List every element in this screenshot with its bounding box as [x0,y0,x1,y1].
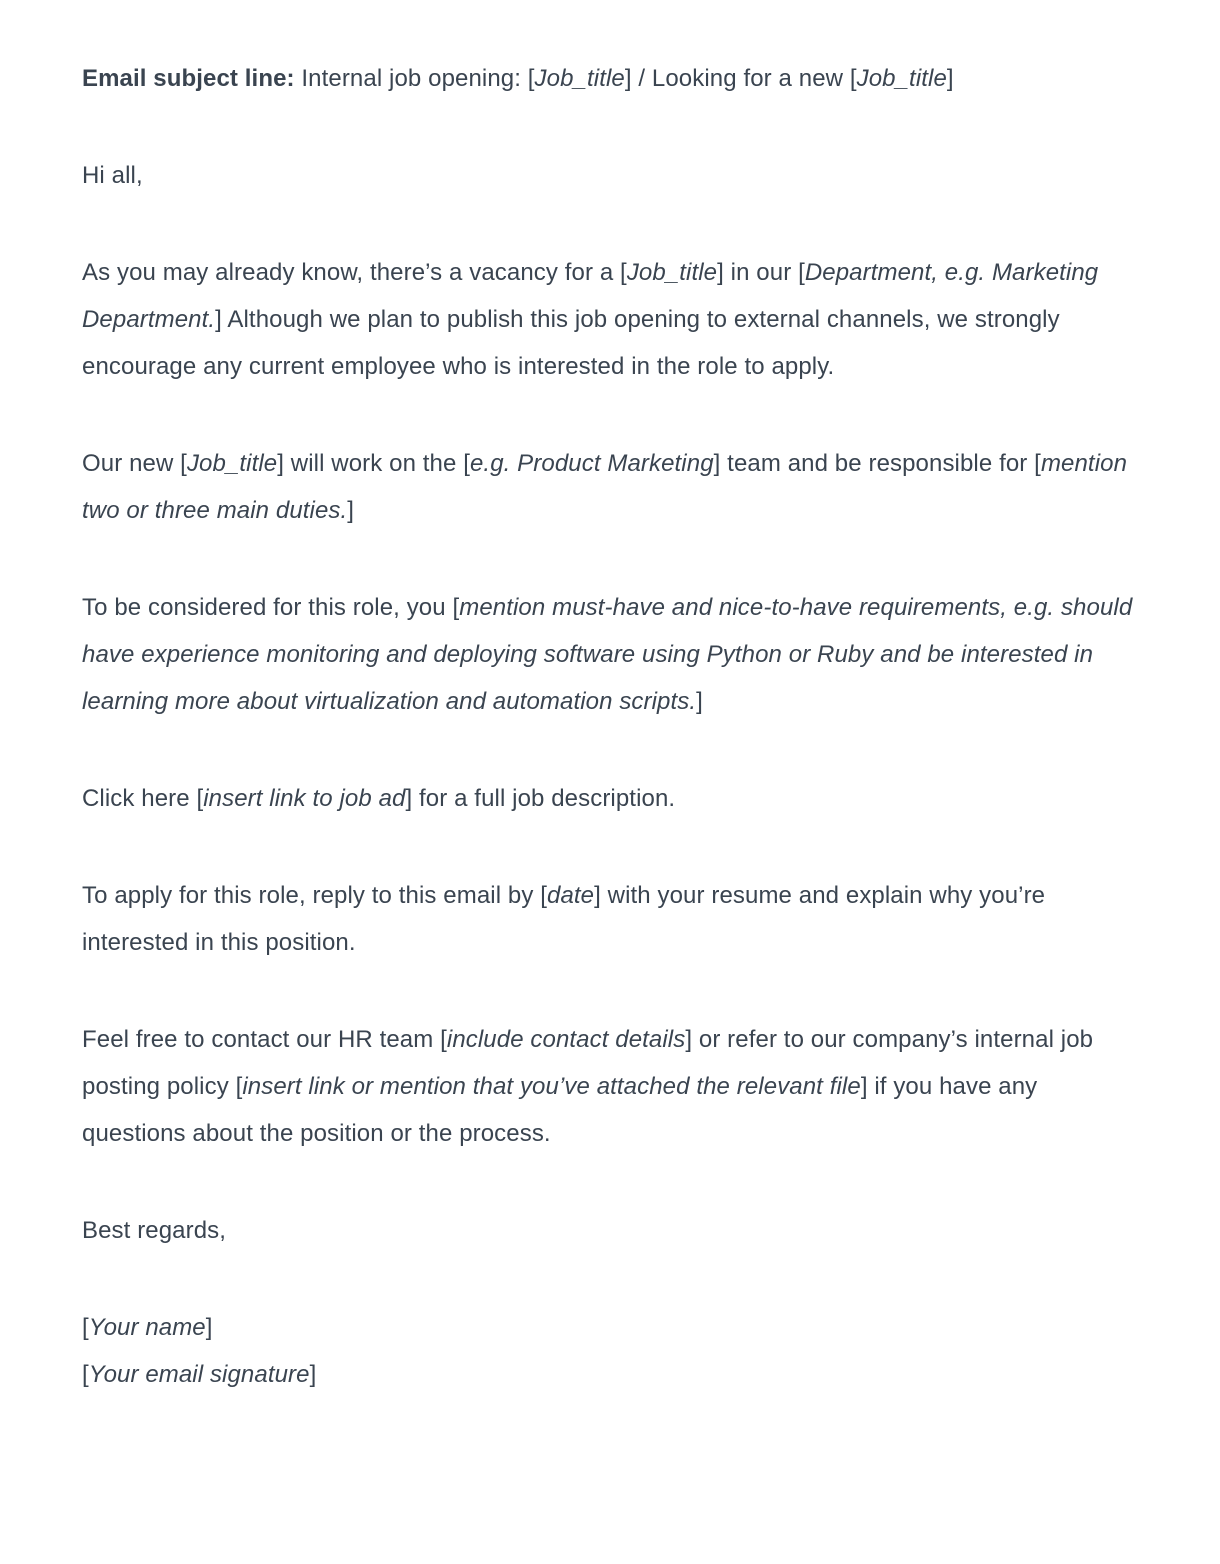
text-run: ] or refer to our company’s internal job posting policy [ [82,1026,1094,1100]
text-run: To be considered for this role, you [ [82,594,460,621]
text-run: Department, e.g. Marketing Department. [82,259,1099,333]
text-run: ] in our [ [717,259,805,286]
text-run: ] [946,65,954,92]
text-run: Click here [ [82,785,204,812]
text-run: ] Although we plan to publish this job opening to external channels, we strongly encourage any current employee who is interested in the role to apply. [82,306,1060,380]
text-run: ] will work on the [ [277,450,470,477]
text-run: Job_title [534,65,625,92]
text-run: ] with your resume and explain why you’re interested in this position. [82,882,1046,956]
text-run: ] if you have any questions about the position or the process. [82,1073,1038,1147]
paragraph-requirements [82,584,1138,725]
text-run: e.g. Product Marketing [469,450,714,477]
subject-line [82,55,1138,102]
text-run: Your name [88,1314,206,1341]
text-run: mention two or three main duties. [82,450,1128,524]
text-run: Job_title [626,259,718,286]
text-run: insert link to job ad [203,785,406,812]
text-run: Job_title [186,450,278,477]
text-run: ] [205,1314,213,1341]
text-run: Email subject line: [82,65,302,92]
signature [82,1304,1138,1398]
text-run: As you may already know, there’s a vacancy for a [ [82,259,627,286]
text-run: ] for a full job description. [405,785,676,812]
sign-off [82,1207,1138,1254]
paragraph-how-to-apply [82,872,1138,966]
text-run: ] [696,688,703,715]
paragraph-role-description [82,440,1138,534]
text-run: Job_title [856,65,947,92]
text-run: Your email signature [88,1361,310,1388]
text-run: Our new [ [82,450,187,477]
greeting [82,152,1138,199]
paragraph-hr-contact [82,1016,1138,1157]
text-run: date [547,882,595,909]
text-run: insert link or mention that you’ve attached the relevant file [242,1073,861,1100]
text-run: [ [82,1314,89,1341]
text-run: [ [82,1361,89,1388]
paragraph-job-ad-link [82,775,1138,822]
text-run: mention must-have and nice-to-have requirements, e.g. should have experience monitoring and deploying software using Python or Ruby and be interested in learning more about virtualization and automation scripts. [82,594,1133,715]
text-run: ] team and be responsible for [ [713,450,1041,477]
text-run: ] / Looking for a new [ [624,65,857,92]
text-run: Best regards, [82,1217,227,1244]
text-run: ] [347,497,355,524]
text-run: Hi all, [82,162,143,189]
text-run: Feel free to contact our HR team [ [82,1026,447,1053]
text-run: ] [309,1361,317,1388]
paragraph-vacancy-intro [82,249,1138,390]
text-run: Internal job opening: [ [301,65,535,92]
text-run: include contact details [446,1026,686,1053]
text-run: To apply for this role, reply to this email by [ [82,882,547,909]
